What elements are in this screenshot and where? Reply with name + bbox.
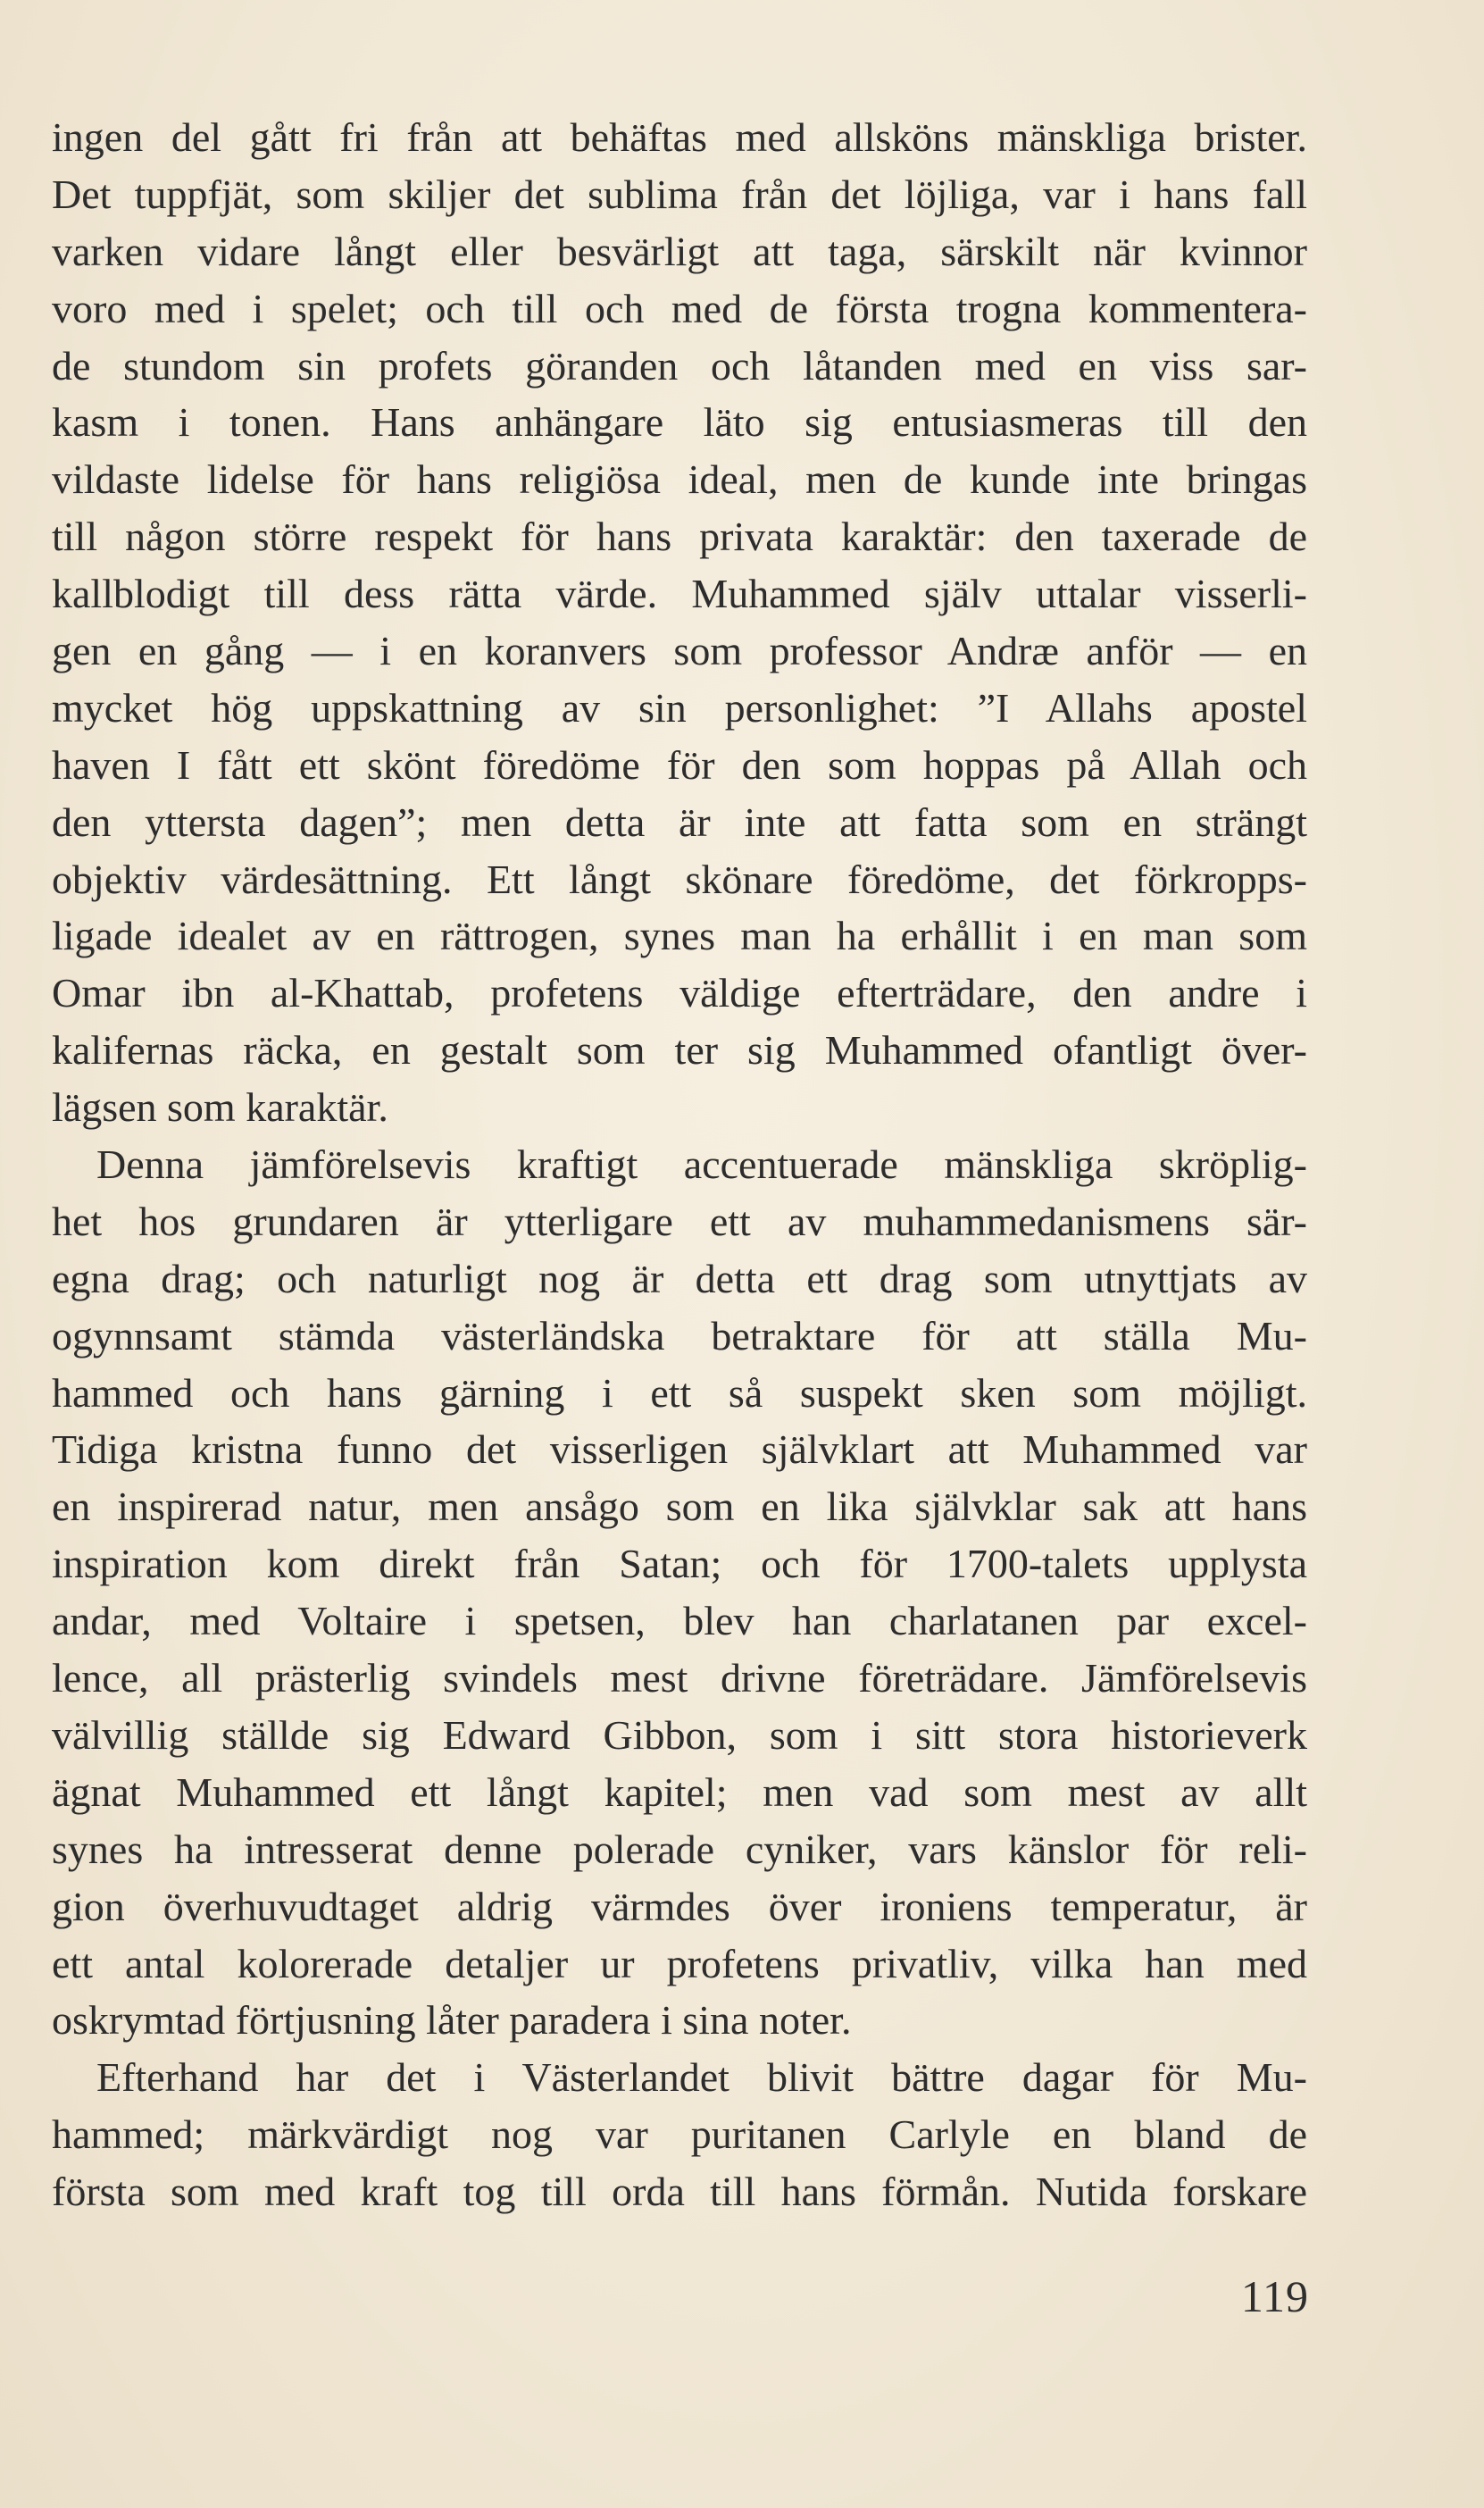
text-line: kallblodigt till dess rätta värde. Muhammed själv uttalar visserli- [52,571,1307,617]
text-line: ogynnsamt stämda västerländska betraktare för att ställa Mu- [52,1312,1307,1358]
text-line: inspiration kom direkt från Satan; och för 1700-talets upplysta [52,1541,1307,1587]
text-line: till någon större respekt för hans privata karaktär: den taxerade de [52,514,1307,560]
text-line: egna drag; och naturligt nog är detta ett drag som utnyttjats av [52,1255,1307,1301]
text-line: varken vidare långt eller besvärligt att taga, särskilt när kvinnor [52,228,1307,274]
text-line: lägsen som karaktär. [52,1084,388,1131]
text-line: Denna jämförelsevis kraftigt accentuerade mänskliga skröplig- [96,1141,1307,1188]
text-line: ägnat Muhammed ett långt kapitel; men vad som mest av allt [52,1768,1307,1815]
text-line: kasm i tonen. Hans anhängare läto sig entusiasmeras till den [52,399,1307,446]
text-line: gion överhuvudtaget aldrig värmdes över ironiens temperatur, är [52,1883,1307,1929]
text-line: mycket hög uppskattning av sin personlighet: ”I Allahs apostel [52,684,1307,731]
page-number: 119 [1240,2271,1309,2321]
text-line: välvillig ställde sig Edward Gibbon, som i sitt stora historieverk [52,1711,1307,1758]
text-line: den yttersta dagen”; men detta är inte att fatta som en strängt [52,798,1307,845]
text-line: lence, all prästerlig svindels mest drivne företrädare. Jämförelsevis [52,1655,1307,1701]
body-text [52,109,1307,2220]
text-line: Efterhand har det i Västerlandet blivit bättre dagar för Mu- [96,2054,1307,2101]
text-line: het hos grundaren är ytterligare ett av muhammedanismens sär- [52,1198,1307,1244]
text-line: Omar ibn al-Khattab, profetens väldige efterträdare, den andre i [52,970,1307,1016]
text-line: vildaste lidelse för hans religiösa ideal, men de kunde inte bringas [52,456,1307,503]
text-line: objektiv värdesättning. Ett långt skönare föredöme, det förkropps- [52,856,1307,902]
text-line: synes ha intresserat denne polerade cyniker, vars känslor för reli- [52,1826,1307,1872]
text-line: hammed och hans gärning i ett så suspekt sken som möjligt. [52,1369,1307,1416]
text-line: gen en gång — i en koranvers som professor Andræ anför — en [52,628,1307,674]
text-line: hammed; märkvärdigt nog var puritanen Carlyle en bland de [52,2111,1307,2158]
text-line: voro med i spelet; och till och med de första trogna kommentera- [52,285,1307,331]
text-line: kalifernas räcka, en gestalt som ter sig Muhammed ofantligt över- [52,1027,1307,1074]
text-line: Tidiga kristna funno det visserligen självklart att Muhammed var [52,1426,1307,1473]
text-line: en inspirerad natur, men ansågo som en lika självklar sak att hans [52,1484,1307,1530]
text-line: Det tuppfjät, som skiljer det sublima från det löjliga, var i hans fall [52,171,1307,217]
text-line: ligade idealet av en rättrogen, synes man ha erhållit i en man som [52,913,1307,959]
text-line: haven I fått ett skönt föredöme för den som hoppas på Allah och [52,741,1307,788]
text-line: ett antal kolorerade detaljer ur profetens privatliv, vilka han med [52,1940,1307,1986]
text-line: ingen del gått fri från att behäftas med allsköns mänskliga brister. [52,114,1307,160]
text-line: de stundom sin profets göranden och låtanden med en viss sar- [52,342,1307,389]
text-line: första som med kraft tog till orda till hans förmån. Nutida forskare [52,2169,1307,2215]
text-line: andar, med Voltaire i spetsen, blev han charlatanen par excel- [52,1598,1307,1644]
text-line: oskrymtad förtjusning låter paradera i sina noter. [52,1997,852,2044]
